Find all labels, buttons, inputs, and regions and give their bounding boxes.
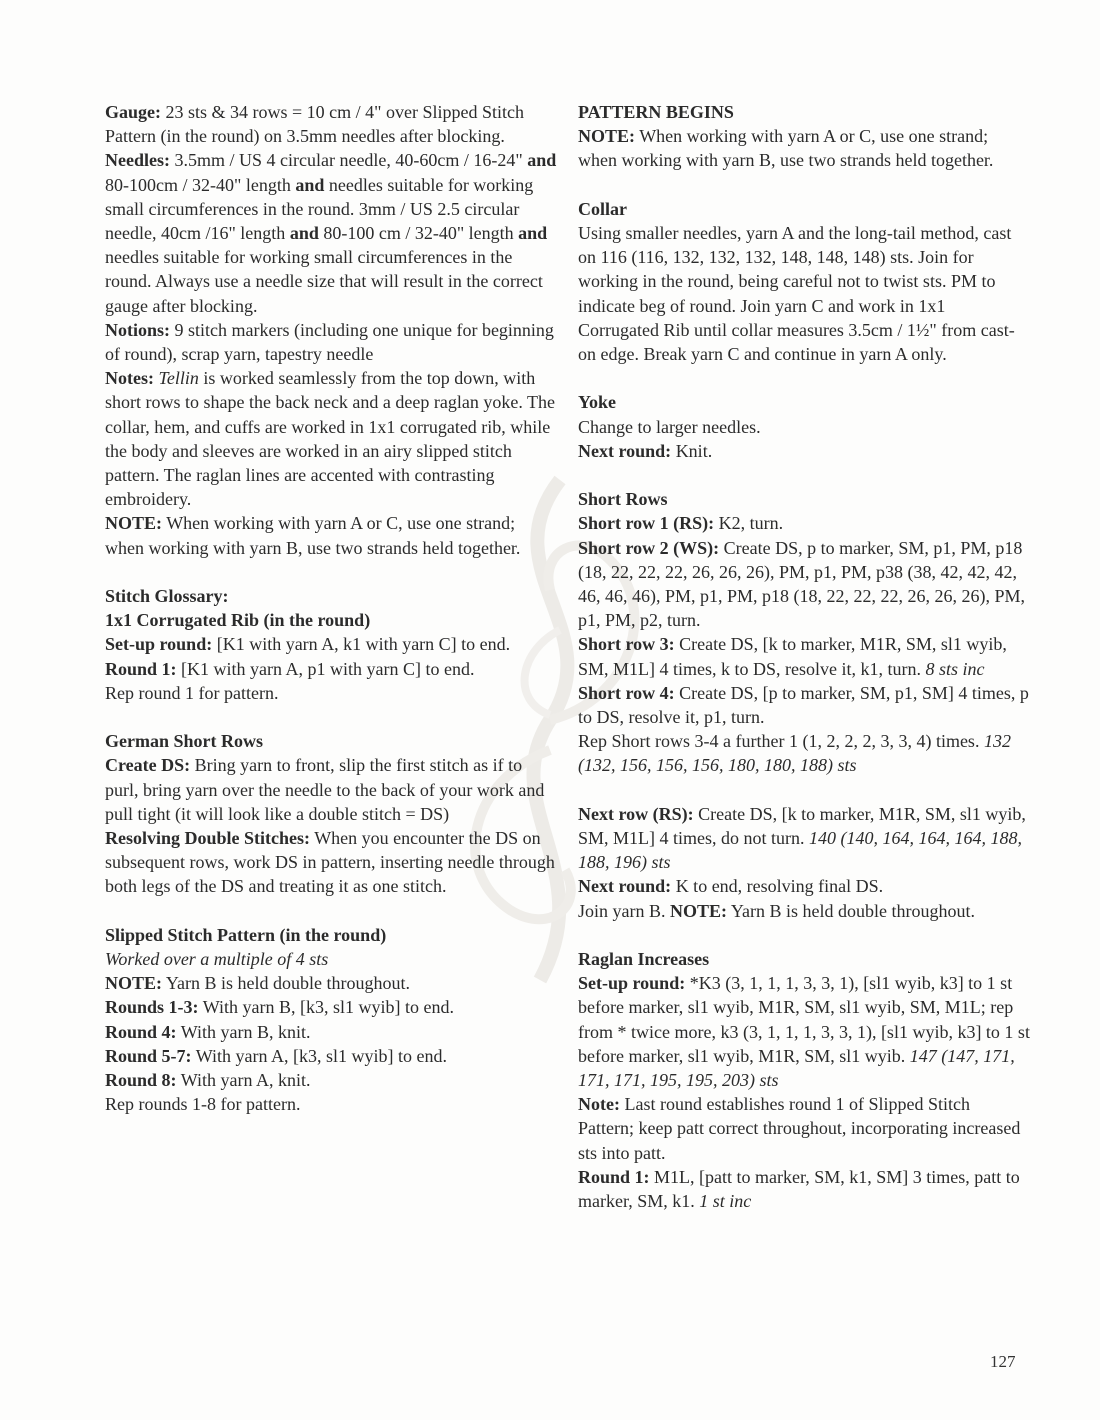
join-yarn-b [578, 899, 1030, 923]
resolving-double-stitches [105, 826, 557, 899]
text-run: With yarn A, [k3, sl1 wyib] to end. [191, 1045, 447, 1066]
yarn-note [105, 511, 557, 559]
right-column [578, 100, 1030, 1213]
text-run: Note: [578, 1094, 620, 1115]
text-run: When working with yarn A or C, use one strand; when working with yarn B, use two strands held together. [578, 126, 994, 171]
text-run: K2, turn. [714, 513, 784, 534]
short-row-2 [578, 536, 1030, 633]
text-run: Create DS: [105, 755, 191, 776]
text-run: 147 (147, 171, 171, 171, 195, 195, 203) sts [578, 1045, 1015, 1091]
text-run: Next row (RS): [578, 803, 694, 824]
text-run: Short row 2 (WS): [578, 537, 720, 558]
corrugated-setup-round [105, 632, 557, 656]
text-run: [K1 with yarn A, p1 with yarn C] to end. [176, 658, 475, 679]
text-run: M1L, [patt to marker, SM, k1, SM] 3 times, patt to marker, SM, k1. [578, 1166, 1020, 1212]
slipped-stitch-heading [105, 923, 557, 947]
text-run: Round 4: [105, 1021, 177, 1042]
text-run: Next round: [578, 876, 672, 897]
text-run: 80-100 cm / 32-40" length [318, 223, 519, 244]
german-short-rows-heading [105, 729, 557, 753]
text-run: Set-up round: [105, 634, 213, 655]
text-run: With yarn A, knit. [176, 1070, 311, 1091]
text-run: Yarn B is held double throughout. [162, 973, 411, 994]
text-run: Set-up round: [578, 973, 686, 994]
text-run: Tellin [158, 368, 199, 389]
text-run: 8 sts inc [925, 658, 985, 679]
text-run: and [527, 150, 557, 171]
text-run: Rep rounds 1-8 for pattern. [105, 1094, 301, 1115]
text-run: 80-100cm / 32-40" length [105, 174, 296, 195]
short-rows-heading [578, 487, 1030, 511]
text-run: needles suitable for working small circumferences in the round. Always use a needle size that will result in the correct gauge after blocking. [105, 247, 543, 316]
text-run: With yarn B, knit. [176, 1021, 311, 1042]
text-run: *K3 (3, 1, 1, 1, 3, 3, 1), [sl1 wyib, k3] to 1 st before marker, sl1 wyib, M1R, SM, sl1 wyib, SM, M1L; rep from * twice more, k3 (3, 1, 1, 1, 3, 3, 1), [sl1 wyib, k3] to 1 st before marker, sl1 wyib, M1R, SM, sl1 wyib. [578, 973, 1030, 1066]
text-run: 1x1 Corrugated Rib (in the round) [105, 610, 371, 631]
text-run: Bring yarn to front, slip the first stitch as if to purl, bring yarn over the needle to the back of your work and pull tight (it will look like a double stitch = DS) [105, 755, 545, 824]
text-run: Rep round 1 for pattern. [105, 682, 279, 703]
text-run: Round 1: [105, 658, 177, 679]
create-ds [105, 753, 557, 826]
pattern-note [578, 124, 1030, 172]
collar-instructions [578, 221, 1030, 366]
next-round [578, 874, 1030, 898]
yoke-change [578, 415, 1030, 439]
gauge [105, 100, 557, 148]
notions [105, 318, 557, 366]
text-run: Round 8: [105, 1070, 177, 1091]
text-run: Last round establishes round 1 of Slipped Stitch Pattern; keep patt correct throughout, incorporating increased sts into patt. [578, 1094, 1021, 1163]
slipped-stitch-multiple [105, 947, 557, 971]
text-run: With yarn B, [k3, sl1 wyib] to end. [198, 997, 454, 1018]
text-run: Needles: [105, 150, 170, 171]
text-run: Slipped Stitch Pattern (in the round) [105, 924, 387, 945]
text-run: 3.5mm / US 4 circular needle, 40-60cm / 16-24" [169, 150, 528, 171]
text-run: Short Rows [578, 489, 668, 510]
text-run: [K1 with yarn A, k1 with yarn C] to end. [212, 634, 511, 655]
slipped-round-8 [105, 1068, 557, 1092]
raglan-increases-heading [578, 947, 1030, 971]
text-run: Next round: [578, 440, 672, 461]
short-row-3 [578, 632, 1030, 680]
text-run: Rep Short rows 3-4 a further 1 (1, 2, 2, 2, 3, 3, 4) times. [578, 731, 984, 752]
text-run: Short row 4: [578, 682, 675, 703]
corrugated-rep [105, 681, 557, 705]
pattern-begins-heading [578, 100, 1030, 124]
slipped-stitch-note [105, 971, 557, 995]
text-run: Short row 3: [578, 634, 675, 655]
text-run: Resolving Double Stitches: [105, 828, 311, 849]
text-run: Join yarn B. [578, 900, 670, 921]
text-run: Notes: [105, 368, 154, 389]
text-run: Raglan Increases [578, 949, 710, 970]
text-run: NOTE: [670, 900, 728, 921]
page-number: 127 [990, 1352, 1016, 1371]
text-run: 1 st inc [699, 1191, 752, 1212]
short-row-4 [578, 681, 1030, 729]
slipped-round-4 [105, 1020, 557, 1044]
text-run: Round 1: [578, 1166, 650, 1187]
needles [105, 148, 557, 317]
raglan-setup-round [578, 971, 1030, 1092]
text-run: NOTE: [578, 126, 636, 147]
text-run: Change to larger needles. [578, 416, 761, 437]
corrugated-rib-heading [105, 608, 557, 632]
text-run: and [518, 223, 548, 244]
text-run: NOTE: [105, 513, 163, 534]
text-run: needles suitable for working small circumferences in the round. 3mm / US 2.5 circular needle, 40cm /16" length [105, 174, 534, 244]
yoke-heading [578, 390, 1030, 414]
text-run: and [295, 174, 325, 195]
text-run: Rounds 1-3: [105, 997, 199, 1018]
text-run: Create DS, [k to marker, M1R, SM, sl1 wyib, SM, M1L] 4 times, k to DS, resolve it, k1, turn. [578, 634, 1007, 679]
text-run: When you encounter the DS on subsequent rows, work DS in pattern, inserting needle through both legs of the DS and treating it as one stitch. [105, 828, 555, 897]
text-run: German Short Rows [105, 731, 263, 752]
slipped-rep [105, 1092, 557, 1116]
corrugated-round-1 [105, 657, 557, 681]
text-run: Stitch Glossary: [105, 586, 229, 607]
text-run: 23 sts & 34 rows = 10 cm / 4" over Slipped Stitch Pattern (in the round) on 3.5mm needles after blocking. [105, 102, 524, 147]
text-run: Gauge: [105, 102, 161, 122]
text-run: Yoke [578, 392, 617, 413]
raglan-round-1 [578, 1165, 1030, 1213]
left-column [105, 100, 557, 1116]
slipped-rounds-5-7 [105, 1044, 557, 1068]
text-run: K to end, resolving final DS. [671, 876, 884, 897]
text-run: Knit. [671, 440, 713, 461]
text-run: NOTE: [105, 973, 163, 994]
text-run: Short row 1 (RS): [578, 513, 715, 534]
text-run: Create DS, p to marker, SM, p1, PM, p18 (18, 22, 22, 22, 26, 26, 26), PM, p1, PM, p38 (38, 42, 42, 42, 46, 46, 46), PM, p1, PM, p18 (18, 22, 22, 22, 26, 26, 26), PM, p1, PM, p2, turn. [578, 537, 1026, 631]
text-run: Create DS, [k to marker, M1R, SM, sl1 wyib, SM, M1L] 4 times, do not turn. [578, 803, 1026, 849]
yoke-next-round [578, 439, 1030, 463]
text-run: is worked seamlessly from the top down, with short rows to shape the back neck and a deep raglan yoke. The collar, hem, and cuffs are worked in 1x1 corrugated rib, while the body and sleeves are worked in an airy slipped stitch pattern. The raglan lines are accented with contrasting embroidery. [105, 368, 556, 510]
text-run: Yarn B is held double throughout. [727, 900, 976, 921]
stitch-glossary-heading [105, 584, 557, 608]
notes [105, 366, 557, 511]
text-run: 140 (140, 164, 164, 164, 188, 188, 196) sts [578, 828, 1023, 873]
next-row-rs [578, 802, 1030, 875]
text-run: Create DS, [p to marker, SM, p1, SM] 4 times, p to DS, resolve it, p1, turn. [578, 682, 1029, 728]
text-run: Notions: [105, 319, 171, 340]
text-run: PATTERN BEGINS [578, 102, 734, 122]
text-run: When working with yarn A or C, use one strand; when working with yarn B, use two strands held together. [105, 513, 521, 558]
text-run: 9 stitch markers (including one unique for beginning of round), scrap yarn, tapestry needle [105, 319, 554, 365]
raglan-note [578, 1092, 1030, 1165]
short-row-1 [578, 511, 1030, 535]
text-run: Collar [578, 198, 627, 219]
short-rows-rep [578, 729, 1030, 777]
collar-heading [578, 197, 1030, 221]
slipped-rounds-1-3 [105, 995, 557, 1019]
text-run: Round 5-7: [105, 1045, 192, 1066]
text-run: and [289, 223, 319, 244]
text-run: Worked over a multiple of 4 sts [105, 949, 329, 970]
text-run: Using smaller needles, yarn A and the long-tail method, cast on 116 (116, 132, 132, 132, 148, 148, 148) sts. Join for working in the round, being careful not to twist sts. PM to indicate beg of round. Join yarn C and work in 1x1 Corrugated Rib until collar measures 3.5cm / 1½" from cast-on edge. Break yarn C and continue in yarn A only. [578, 223, 1015, 365]
text-run: 132 (132, 156, 156, 156, 180, 180, 188) sts [578, 731, 1011, 776]
